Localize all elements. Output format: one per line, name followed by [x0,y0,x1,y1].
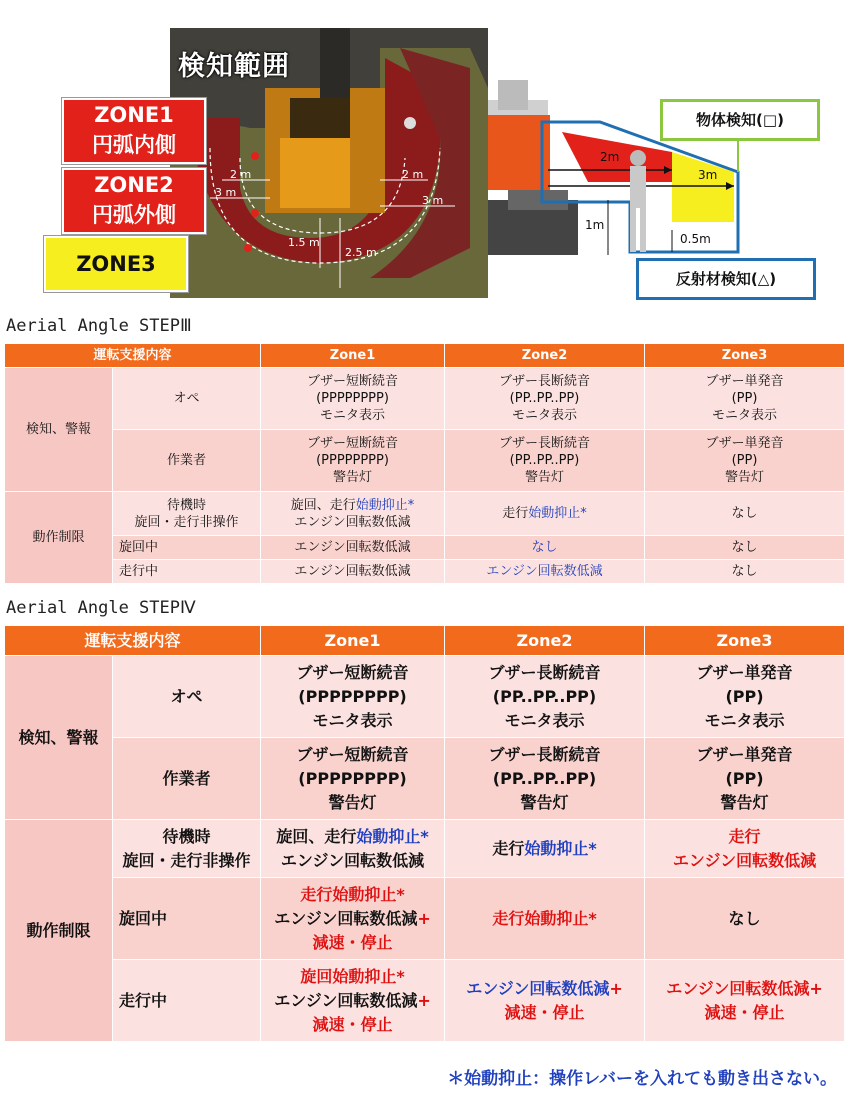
sub-cell: 旋回中 [113,536,261,560]
table-header: Zone1 [261,626,445,656]
cell-text: 始動抑止* [356,826,429,846]
cell-text: エンジン回転数低減 [274,908,418,928]
table-cell [445,368,645,430]
cell-line: 旋回・走行非操作 [122,850,251,870]
cell-line: モニタ表示 [320,408,386,423]
table-header: Zone2 [445,626,645,656]
cell-line: 警告灯 [725,470,765,485]
zone1-title: ZONE1 [94,103,174,127]
table-cell [261,656,445,738]
table-header: Zone3 [645,344,845,368]
cell-line: エンジン回転数低減 [672,850,817,870]
dim-label: 3 m [215,186,237,199]
sub-cell [113,492,261,536]
cell-line: 警告灯 [720,792,769,812]
table-cell: エンジン回転数低減 [261,536,445,560]
side-dim-label: 3m [698,168,718,182]
cell-text: + [417,908,431,928]
table-cell [645,368,845,430]
cell-line: 警告灯 [328,792,377,812]
zone1-label [62,98,206,164]
table-cell [645,656,845,738]
cell-line: ブザー単発音 [705,436,784,451]
cell-text: エンジン回転数低減 [666,978,810,998]
table-cell [261,960,445,1042]
cell-line: 走行 [728,826,761,846]
table-cell: エンジン回転数低減 [261,560,445,584]
cell-line: 警告灯 [520,792,569,812]
cell-line: モニタ表示 [712,408,778,423]
cell-line: モニタ表示 [704,710,785,730]
table-cell [645,430,845,492]
cell-text: 旋回、走行 [290,497,356,513]
table-cell [445,738,645,820]
cell-line: ブザー長断続音 [488,662,601,682]
dim-label: 1.5 m [288,236,320,249]
category-cell: 検知、警報 [5,656,113,820]
table-cell: エンジン回転数低減 [445,560,645,584]
side-dim-label: 2m [600,150,620,164]
cell-line: ブザー短断続音 [296,662,409,682]
sub-cell: 走行中 [113,560,261,584]
dim-label: 2 m [402,168,424,181]
cell-text: 走行 [492,838,525,858]
table-header: 運転支援内容 [5,344,261,368]
table-cell [445,430,645,492]
sub-cell: 旋回中 [113,878,261,960]
cell-line: ブザー単発音 [705,374,784,389]
table-cell: なし [645,536,845,560]
cell-line: 減速・停止 [312,932,393,952]
photo-title: 検知範囲 [178,51,290,82]
table-header: 運転支援内容 [5,626,261,656]
zone2-label [62,168,206,234]
cell-line: ブザー単発音 [696,662,793,682]
cell-text: 走行 [502,506,529,521]
table-cell [261,738,445,820]
zone2-title: ZONE2 [94,173,174,197]
cell-text: エンジン回転数低減 [466,978,610,998]
cell-line: ブザー短断続音 [307,436,399,451]
cell-line: 減速・停止 [704,1002,785,1022]
cell-line: (PP..PP..PP) [492,686,597,706]
cell-text: エンジン回転数低減 [274,990,418,1010]
cell-line: ブザー単発音 [696,744,793,764]
footnote: ＊始動抑止：操作レバーを入れても動き出さない。 [447,1069,837,1089]
cell-line: ブザー長断続音 [499,436,591,451]
cell-text: 始動抑止* [355,497,415,513]
cell-text: 旋回、走行 [276,826,357,846]
cell-text: + [609,978,623,998]
table-cell: なし [645,878,845,960]
cell-line: モニタ表示 [512,408,578,423]
cell-line: 待機時 [167,497,207,513]
side-dim-label: 0.5m [680,232,711,246]
step4-title: Aerial Angle STEPⅣ [6,598,196,618]
sub-cell: 作業者 [113,738,261,820]
cell-line: (PP) [725,686,764,706]
table-cell [445,656,645,738]
table-cell [645,738,845,820]
cell-line: ブザー長断続音 [488,744,601,764]
sub-cell: 作業者 [113,430,261,492]
table-cell [261,430,445,492]
cell-line: (PP..PP..PP) [509,391,580,406]
table-header: Zone2 [445,344,645,368]
table-cell [261,368,445,430]
dim-label: 2.5 m [345,246,377,259]
cell-line: 減速・停止 [504,1002,585,1022]
cell-line: (PP) [731,391,758,406]
table-header: Zone1 [261,344,445,368]
step3-title: Aerial Angle STEPⅢ [6,316,192,336]
cell-line: 警告灯 [525,470,565,485]
cell-line: (PP..PP..PP) [492,768,597,788]
table-cell [445,820,645,878]
side-dim-label: 1m [585,218,605,232]
cell-line: 旋回・走行非操作 [134,514,239,530]
cell-line: 減速・停止 [312,1014,393,1034]
cell-line: 待機時 [162,826,211,846]
cell-line: モニタ表示 [312,710,393,730]
cell-text: + [809,978,823,998]
step3-table [4,343,845,584]
table-cell: なし [445,536,645,560]
table-cell [445,492,645,536]
detection-range-photo [170,28,488,298]
cell-line: ブザー短断続音 [307,374,399,389]
step4-table [4,625,845,1042]
cell-line: 旋回始動抑止* [300,966,405,986]
cell-line: (PP..PP..PP) [509,453,580,468]
category-cell: 動作制限 [5,820,113,1042]
dim-label: 3 m [422,194,444,207]
cell-line: (PPPPPPPP) [316,391,389,406]
cell-line: モニタ表示 [504,710,585,730]
cell-line: (PPPPPPPP) [316,453,389,468]
category-cell: 検知、警報 [5,368,113,492]
cell-line: ブザー長断続音 [499,374,591,389]
sub-cell [113,820,261,878]
reflector-detection-label: 反射材検知(△) [636,258,816,300]
table-cell: なし [645,492,845,536]
cell-text: 始動抑止* [528,506,587,521]
table-cell [445,960,645,1042]
cell-line: ブザー短断続音 [296,744,409,764]
cell-line: 警告灯 [333,470,373,485]
cell-line: 走行始動抑止* [300,884,405,904]
zone2-subtitle: 円弧外側 [92,203,176,227]
table-cell [261,820,445,878]
cell-text: 始動抑止* [524,838,597,858]
cell-line: (PPPPPPPP) [298,686,407,706]
cell-line: (PP) [725,768,764,788]
table-cell [261,878,445,960]
cell-line: (PPPPPPPP) [298,768,407,788]
dim-label: 2 m [230,168,252,181]
cell-line: エンジン回転数低減 [280,850,425,870]
table-cell [261,492,445,536]
zone3-label: ZONE3 [44,236,188,292]
cell-line: (PP) [731,453,758,468]
category-cell: 動作制限 [5,492,113,584]
table-cell [645,820,845,878]
table-header: Zone3 [645,626,845,656]
sub-cell: オペ [113,368,261,430]
cell-text: + [417,990,431,1010]
table-cell: なし [645,560,845,584]
cell-line: エンジン回転数低減 [294,514,411,530]
sub-cell: 走行中 [113,960,261,1042]
object-detection-label: 物体検知(□) [660,99,820,141]
zone1-subtitle: 円弧内側 [92,133,176,157]
sub-cell: オペ [113,656,261,738]
table-cell: 走行始動抑止* [445,878,645,960]
table-cell [645,960,845,1042]
